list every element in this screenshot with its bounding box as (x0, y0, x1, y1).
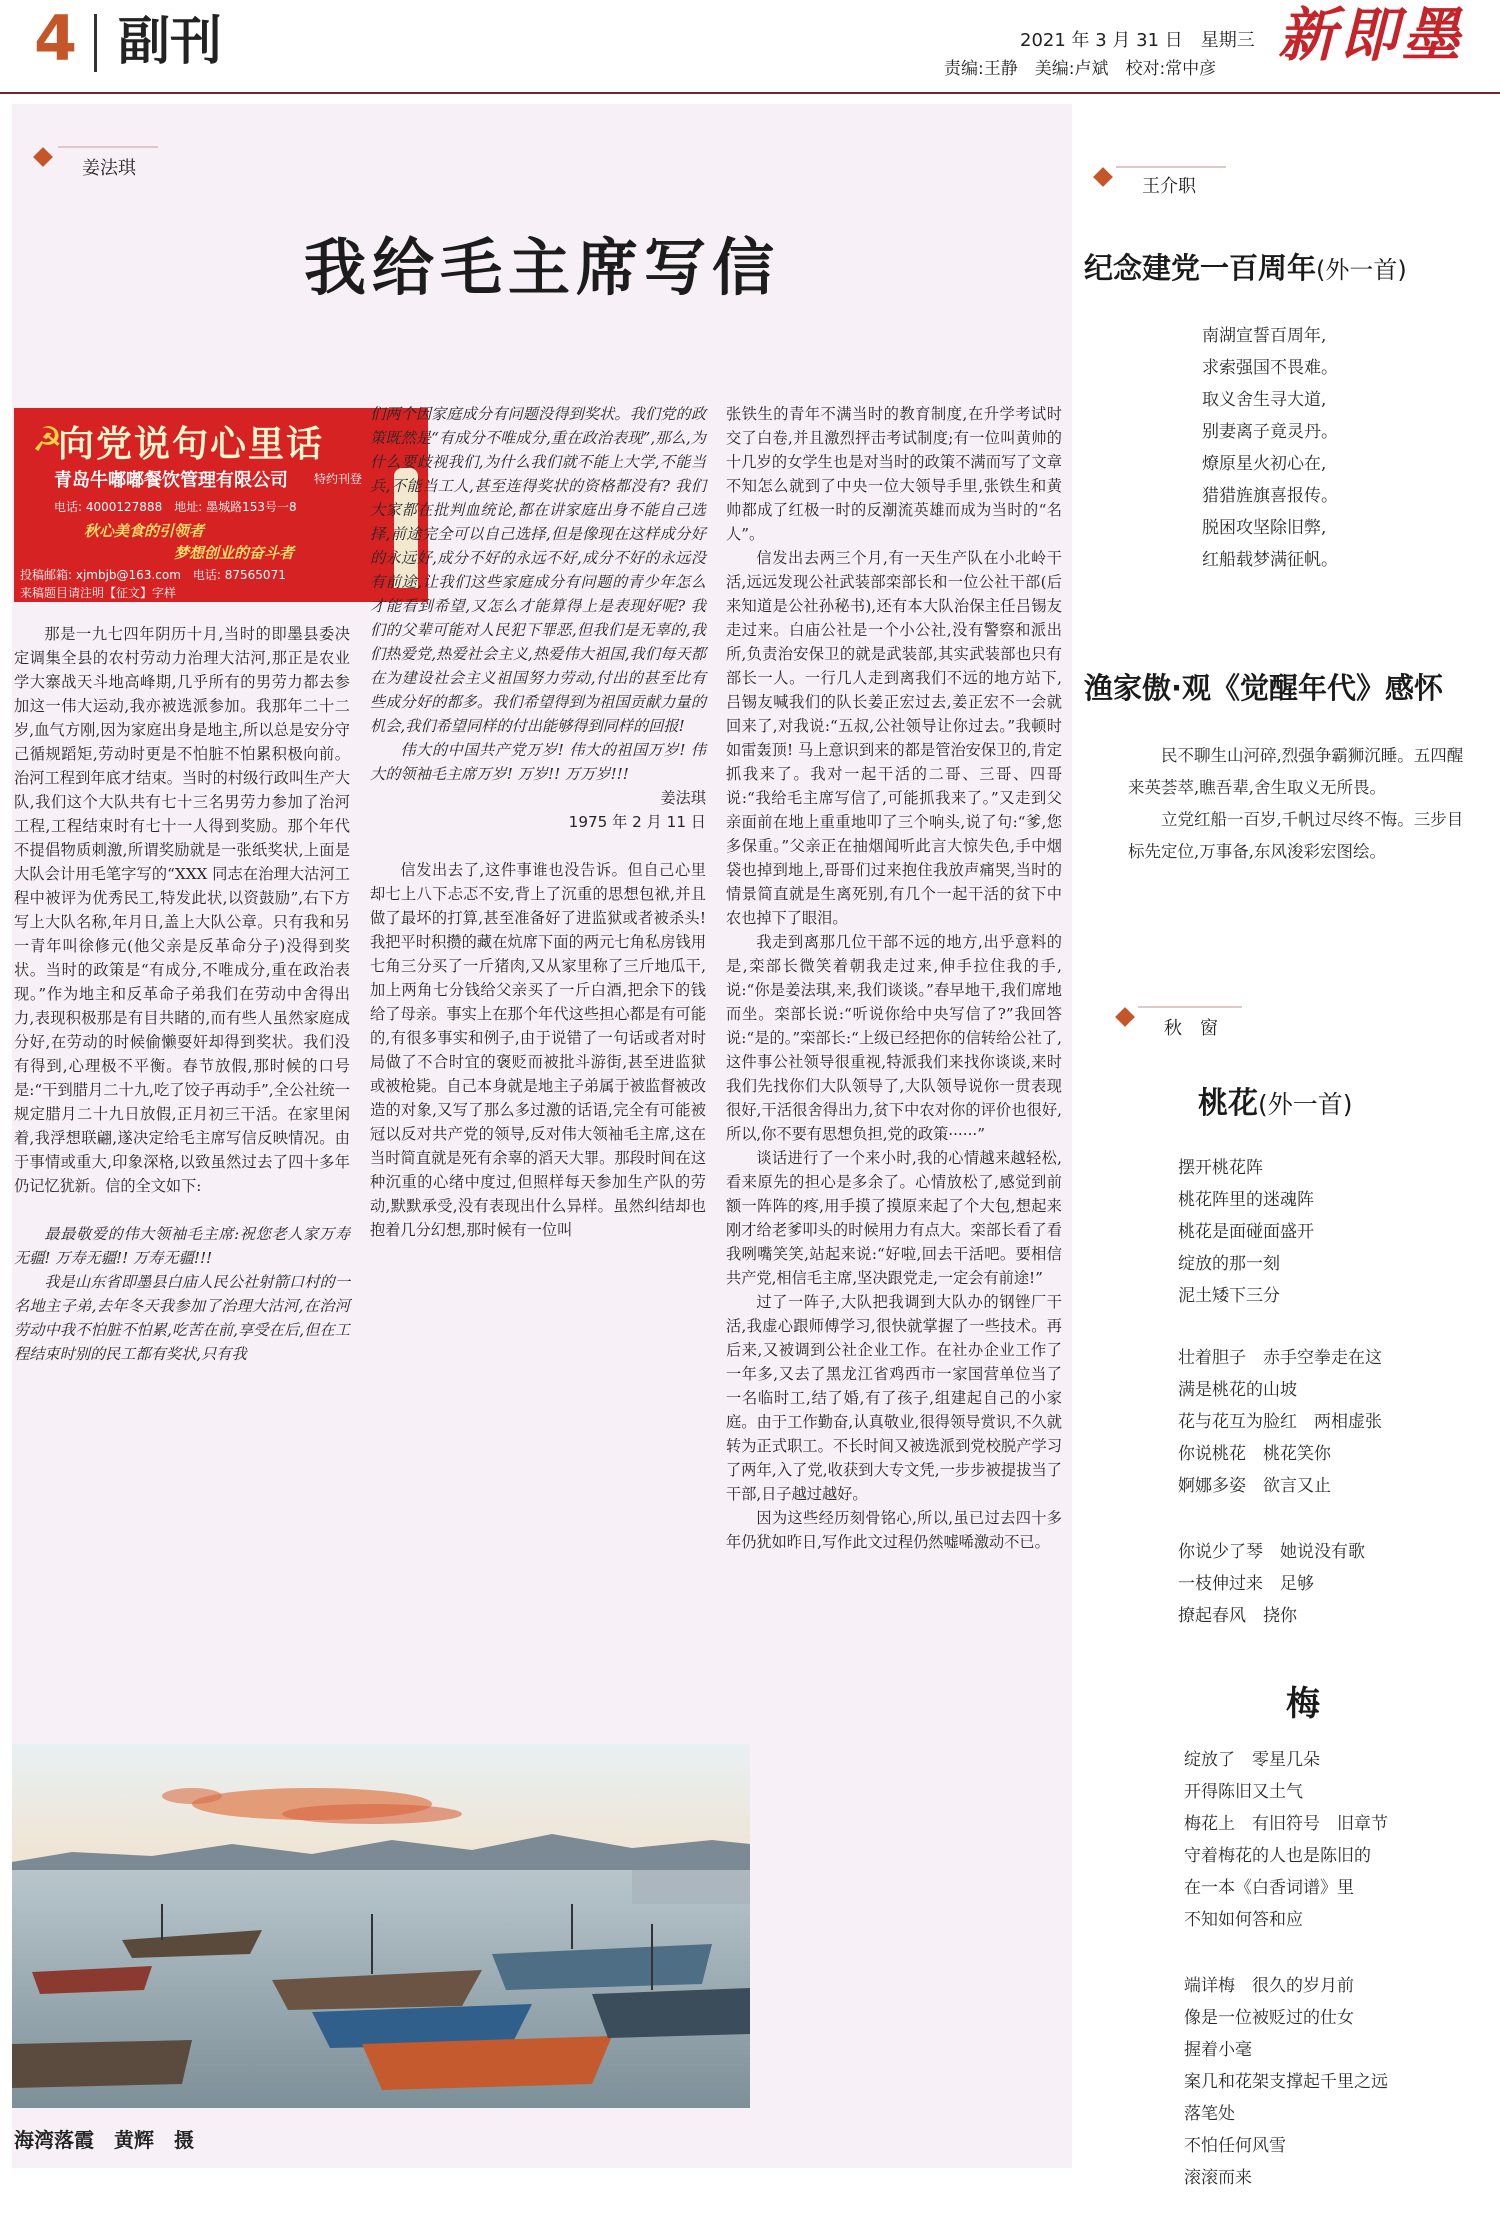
poem3-title-suffix: (外一首) (1258, 1090, 1353, 1119)
article-title: 我给毛主席写信 (303, 231, 780, 304)
article-author: 姜法琪 (82, 158, 136, 179)
byline-rule (1138, 1006, 1242, 1008)
poem4-stanza: 端详梅 很久的岁月前 像是一位被贬过的仕女 握着小毫 案几和花架支撑起千里之远 落笔处 不怕任何风雪 滚滚而来 (1184, 1976, 1388, 2188)
poem3-title: 桃花 (1198, 1086, 1258, 1121)
harbor-sunset-photo (12, 1744, 750, 2108)
ad-company: 青岛牛嘟嘟餐饮管理有限公司 (54, 470, 288, 491)
letter-salutation: 最最敬爱的伟大领袖毛主席:祝您老人家万寿无疆! 万寿无疆!! 万寿无疆!!! (14, 1225, 350, 1267)
paragraph: 因为这些经历刻骨铭心,所以,虽已过去四十多年仍犹如昨日,写作此文过程仍然嘘唏激动不已。 (726, 1509, 1062, 1551)
party-emblem-icon: ☭ (32, 420, 63, 460)
poem3-author: 秋 窗 (1164, 1018, 1218, 1039)
paragraph: 谈话进行了一个来小时,我的心情越来越轻松,看来原先的担心是多余了。心情放松了,感觉到前额一阵阵的疼,用手摸了摸原来起了个大包,想起来刚才给老爹叩头的时候用力有点大。栾部长看了看我咧嘴笑笑,站起来说:“好啦,回去干活吧。要相信共产党,相信毛主席,坚决跟党走,一定会有前途!” (726, 1149, 1062, 1287)
byline-rule (1116, 166, 1226, 168)
header-rule (0, 92, 1500, 94)
issue-date: 2021 年 3 月 31 日 星期三 (1020, 30, 1255, 51)
ad-company-tag: 特约刊登 (314, 472, 363, 486)
poem2-body (1128, 740, 1464, 868)
article-column-1 (14, 622, 350, 1366)
letter-signature: 姜法琪 (660, 789, 706, 807)
poem3-stanza: 壮着胆子 赤手空拳走在这 满是桃花的山坡 花与花互为脸红 两相虚张 你说桃花 桃花笑你 婀娜多姿 欲言又止 (1178, 1348, 1382, 1496)
page-number: 4 (34, 2, 78, 75)
letter-date: 1975 年 2 月 11 日 (568, 813, 706, 831)
poem3-title-line (1198, 1078, 1353, 1122)
photo-illustration (12, 1744, 750, 2108)
poem4-title: 梅 (1286, 1684, 1320, 1724)
poem1-title: 纪念建党一百周年 (1084, 251, 1317, 285)
poem3-stanza: 摆开桃花阵 桃花阵里的迷魂阵 桃花是面碰面盛开 绽放的那一刻 泥土矮下三分 (1178, 1158, 1314, 1306)
letter-paragraph: 我是山东省即墨县白庙人民公社射箭口村的一名地主子弟,去年冬天我参加了治理大沽河,在治河劳动中我不怕脏不怕累,吃苦在前,享受在后,但在工程结束时别的民工都有奖状,只有我 (14, 1273, 350, 1363)
diamond-bullet-icon (1115, 1007, 1135, 1027)
byline-rule (58, 146, 158, 148)
letter-closing: 伟大的中国共产党万岁! 伟大的祖国万岁! 伟大的领袖毛主席万岁! 万岁!! 万万岁!!! (370, 741, 706, 783)
ad-note: 来稿题目请注明【征文】字样 (20, 586, 177, 600)
paragraph: 我走到离那几位干部不远的地方,出乎意料的是,栾部长微笑着朝我走过来,伸手拉住我的手,说:“你是姜法琪,来,我们谈谈。”春早地干,我们席地而坐。栾部长说:“听说你给中央写信了?”我回答说:“是的。”栾部长:“上级已经把你的信转给公社了,这件事公社领导很重视,特派我们来找你谈谈,来时我们先找你们大队领导了,大队领导说你一贯表现很好,干活很舍得出力,贫下中农对你的评价也很好,所以,你不要有思想负担,党的政策······” (726, 933, 1062, 1143)
section-title: 副刊 (118, 12, 223, 72)
diamond-bullet-icon (1093, 167, 1113, 187)
masthead-logo: 新即墨 (1278, 1, 1465, 69)
ad-title: 向党说句心里话 (58, 424, 325, 465)
ad-mail: 投稿邮箱: xjmbjb@163.com 电话: 87565071 (20, 568, 286, 582)
sponsor-ad (14, 408, 428, 602)
header-divider (94, 14, 97, 72)
editors-line: 责编:王静 美编:卢斌 校对:常中彦 (944, 59, 1217, 79)
ad-slogan-1: 秋心美食的引领者 (84, 522, 205, 540)
paragraph: 信发出去了,这件事谁也没告诉。但自己心里却七上八下忐忑不安,背上了沉重的思想包袱,并且做了最坏的打算,甚至准备好了进监狱或者被杀头! 我把平时积攒的藏在炕席下面的两元七角私房钱用七角三分买了一斤猪肉,又从家里称了三斤地瓜干,加上两角七分钱给父亲买了一斤白酒,把余下的钱给了母亲。事实上在那个年代这些担心都是有可能的,有很多事实和例子,由于说错了一句话或者对时局做了不合时宜的褒贬而被批斗游街,甚至进监狱或被枪毙。自己本身就是地主子弟属于被监督被改造的对象,又写了那么多过激的话语,完全有可能被冠以反对共产党的领导,反对伟大领袖毛主席,这在当时简直就是死有余辜的滔天大罪。那段时间在这种沉重的心绪中度过,但照样每天参加生产队的劳动,默默承受,没有表现出什么异样。虽然纠结却也抱着几分幻想,那时候有一位叫 (370, 861, 706, 1239)
poem2-stanza: 民不聊生山河碎,烈强争霸狮沉睡。五四醒来英荟萃,瞧吾辈,舍生取义无所畏。 (1128, 746, 1464, 797)
article-column-2 (370, 402, 706, 1242)
poem1-title-suffix: (外一首) (1316, 256, 1407, 284)
paragraph: 那是一九七四年阴历十月,当时的即墨县委决定调集全县的农村劳动力治理大沽河,那正是农业学大寨战天斗地高峰期,几乎所有的男劳力都去参加这一伟大运动,我亦被选派参加。我那年二十二岁,血气方刚,因为家庭出身是地主,所以总是安分守己循规蹈矩,劳动时更是不怕脏不怕累积极向前。治河工程到年底才结束。当时的村级行政叫生产大队,我们这个大队共有七十三名男劳力参加了治河工程,工程结束时有七十一人得到奖励。那个年代不提倡物质刺激,所谓奖励就是一张纸奖状,上面是大队会计用毛笔字写的“XXX 同志在治理大沽河工程中被评为优秀民工,特发此状,以资鼓励”,右下方写上大队名称,年月日,盖上大队公章。只有我和另一青年叫徐修元(他父亲是反革命分子)没得到奖状。当时的政策是“有成分,不唯成分,重在政治表现。”作为地主和反革命子弟我们在劳动中舍得出力,表现积极那是有目共睹的,而有些人虽然家庭成分好,在劳动的时候偷懒耍奸却得到奖状。我们没有得到,心理极不平衡。春节放假,那时候的口号是:“干到腊月二十九,吃了饺子再动手”,全公社统一规定腊月二十九日放假,正月初三干活。在家里闲着,我浮想联翩,遂决定给毛主席写信反映情况。由于事情或重大,印象深格,以致虽然过去了四十多年仍记忆犹新。信的全文如下: (14, 625, 350, 1195)
poem3-stanza: 你说少了琴 她说没有歌 一枝伸过来 足够 撩起春风 挠你 (1178, 1542, 1365, 1626)
poem1-author: 王介职 (1142, 176, 1196, 197)
paragraph: 过了一阵子,大队把我调到大队办的钢锉厂干活,我虚心跟师傅学习,很快就掌握了一些技术。再后来,又被调到公社企业工作。在社办企业工作了一年多,又去了黑龙江省鸡西市一家国营单位当了一名临时工,结了婚,有了孩子,组建起自己的小家庭。由于工作勤奋,认真敬业,很得领导赏识,不久就转为正式职工。不长时间又被选派到党校脱产学习了两年,入了党,收获到大专文凭,一步步被提拔当了干部,日子越过越好。 (726, 1293, 1062, 1503)
paragraph: 张铁生的青年不满当时的教育制度,在升学考试时交了白卷,并且激烈抨击考试制度;有一位叫黄帅的十几岁的女学生也是对当时的政策不满而写了文章不知怎么就到了中央一位大领导手里,张铁生和黄帅都成了红极一时的反潮流英雄而成为当时的“名人”。 (726, 405, 1062, 543)
poem1-title-line (1084, 246, 1407, 287)
poem2-title: 渔家傲·观《觉醒年代》感怀 (1084, 671, 1444, 705)
ad-contact: 电话: 4000127888 地址: 墨城路153号一8 (54, 500, 297, 514)
letter-paragraph: 们两个因家庭成分有问题没得到奖状。我们党的政策既然是“有成分不唯成分,重在政治表现”,那么,为什么要歧视我们,为什么我们就不能上大学,不能当兵,不能当工人,甚至连得奖状的资格都没有? 我们大家都在批判血统论,都在讲家庭出身不能自己选择,前途完全可以自己选择,但是像现在这样成分好的永远好,成分不好的永远不好,成分不好的永远没有前途,让我们这些家庭成分有问题的青少年怎么才能看到希望,又怎么才能算得上是表现好呢? 我们的父辈可能对人民犯下罪恶,但我们是无辜的,我们热爱党,热爱社会主义,热爱伟大祖国,我们每天都在为建设社会主义祖国努力劳动,付出的甚至比有些成分好的都多。我们希望得到为祖国贡献力量的机会,我们希望同样的付出能够得到同样的回报! (370, 405, 706, 735)
article-column-3 (726, 402, 1062, 1554)
poem4-stanza: 绽放了 零星几朵 开得陈旧又土气 梅花上 有旧符号 旧章节 守着梅花的人也是陈旧的 在一本《白香词谱》里 不知如何答和应 (1184, 1750, 1388, 1930)
ad-slogan-2: 梦想创业的奋斗者 (174, 544, 295, 562)
poem2-stanza: 立党红船一百岁,千帆过尽终不悔。三步目标先定位,万事备,东风浚彩宏图绘。 (1128, 810, 1464, 861)
photo-caption: 海湾落霞 黄辉 摄 (14, 2128, 194, 2152)
poem1-body: 南湖宣誓百周年, 求索强国不畏难。 取义舍生寻大道, 别妻离子竟灵丹。 燎原星火初心在, 猎猎旌旗喜报传。 脱困攻坚除旧弊, 红船载梦满征帆。 (1202, 326, 1338, 570)
paragraph: 信发出去两三个月,有一天生产队在小北岭干活,远远发现公社武装部栾部长和一位公社干部(后来知道是公社孙秘书),还有本大队治保主任吕锡友走过来。白庙公社是一个小公社,没有警察和派出所,负责治安保卫的就是武装部,其实武装部也只有部长一人。一行几人走到离我们不远的地方站下,吕锡友喊我们的队长姜正宏过去,姜正宏不一会就回来了,对我说:“五叔,公社领导让你过去。”我顿时如雷轰顶! 马上意识到来的都是管治安保卫的,肯定抓我来了。我对一起干活的二哥、三哥、四哥说:“我给毛主席写信了,可能抓我来了。”又走到父亲面前在地上重重地叩了三个响头,说了句:“爹,您多保重。”父亲正在抽烟闻听此言大惊失色,手中烟袋也掉到地上,哥哥们过来抱住我放声痛哭,当时的情景简直就是生离死别,有几个一起干活的贫下中农也掉下了眼泪。 (726, 549, 1062, 927)
